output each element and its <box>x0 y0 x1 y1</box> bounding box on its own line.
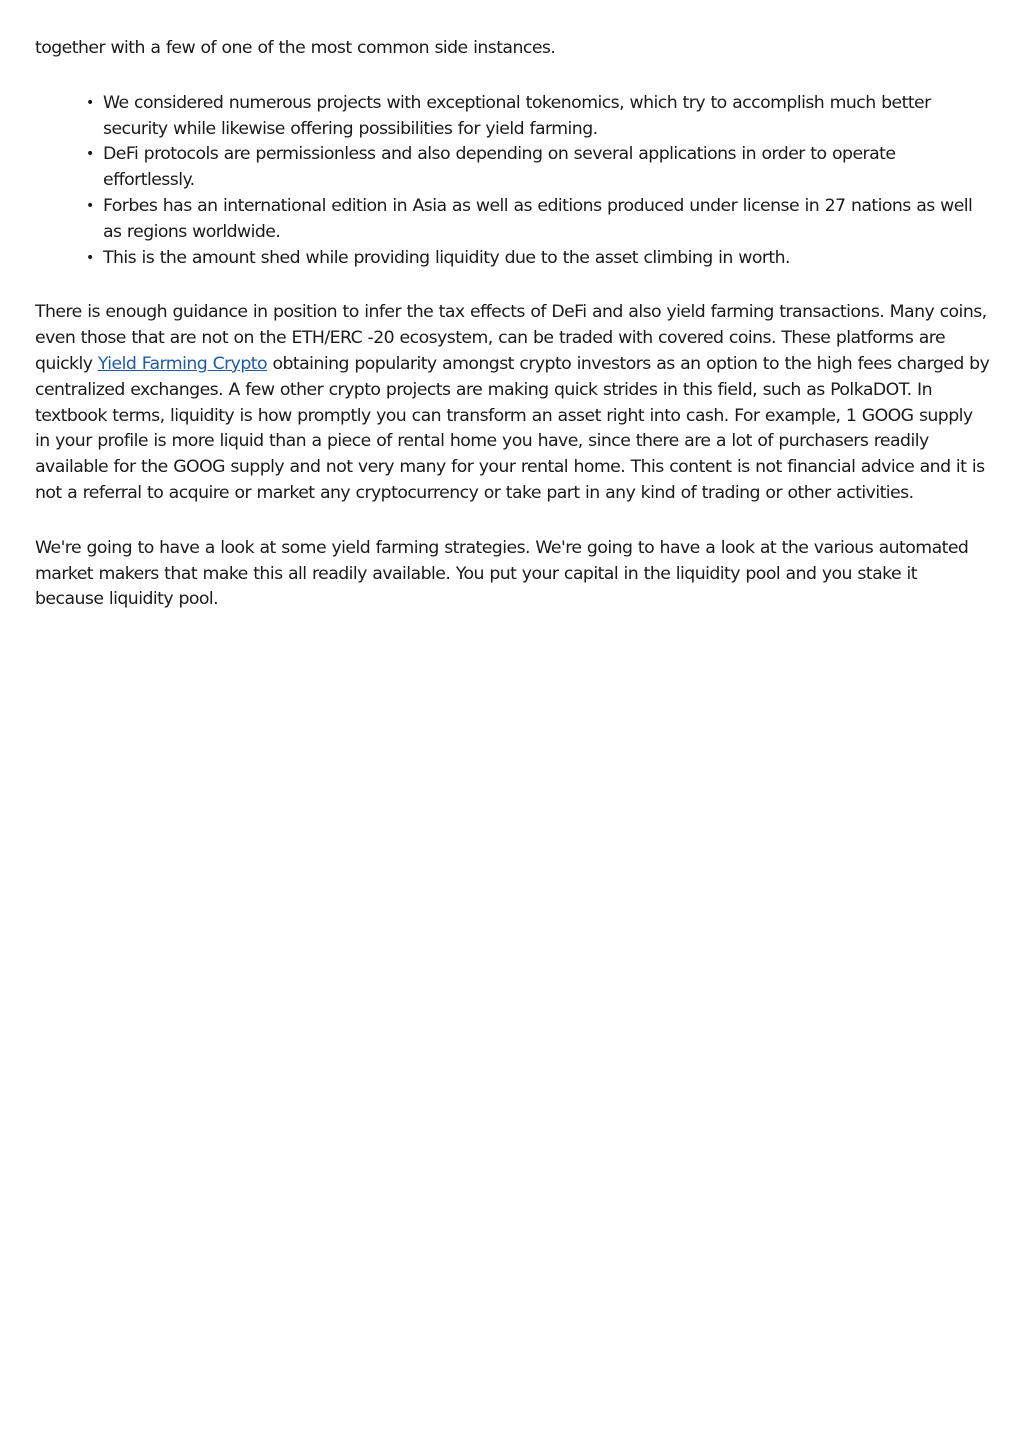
list-item-text: We considered numerous projects with exceptional tokenomics, which try to accomplish much better security while likewise offering possibilities for yield farming. <box>103 92 931 139</box>
main-paragraph <box>35 300 990 506</box>
list-item-text: DeFi protocols are permissionless and also depending on several applications in order to operate effortlessly. <box>103 144 896 191</box>
bullet-icon: • <box>86 197 94 214</box>
bullet-icon: • <box>86 249 94 266</box>
bullet-list <box>35 91 990 272</box>
document-page <box>35 36 990 613</box>
list-item <box>86 194 990 246</box>
list-item-text: Forbes has an international edition in Asia as well as editions produced under license in 27 nations as well as regions worldwide. <box>103 195 973 242</box>
list-item-text: This is the amount shed while providing liquidity due to the asset climbing in worth. <box>103 247 790 268</box>
bullet-icon: • <box>86 146 94 163</box>
intro-paragraph: together with a few of one of the most common side instances. <box>35 38 556 58</box>
main-paragraph-text-before-link: There is enough guidance in position to infer the tax effects of DeFi and also yield farming transactions. Many coins, even those that are not on the ETH/ERC -20 ecosystem, can be traded with covered coins. These platforms are quickly <box>35 302 987 374</box>
list-item <box>86 246 990 272</box>
final-paragraph: We're going to have a look at some yield farming strategies. We're going to have a look at the various automated market makers that make this all readily available. You put your capital in the liquidity pool and you stake it because liquidity pool. <box>35 537 969 610</box>
bullet-icon: • <box>86 94 94 111</box>
list-item <box>86 142 990 194</box>
yield-farming-crypto-link[interactable]: Yield Farming Crypto <box>97 353 268 374</box>
main-paragraph-text-after-link: obtaining popularity amongst crypto investors as an option to the high fees charged by centralized exchanges. A few other crypto projects are making quick strides in this field, such as PolkaDOT. In textbook terms, liquidity is how promptly you can transform an asset right into cash. For example, 1 GOOG supply in your profile is more liquid than a piece of rental home you have, since there are a lot of purchasers readily available for the GOOG supply and not very many for your rental home. This content is not financial advice and it is not a referral to acquire or market any cryptocurrency or take part in any kind of trading or other activities. <box>35 353 990 503</box>
list-item <box>86 91 990 143</box>
